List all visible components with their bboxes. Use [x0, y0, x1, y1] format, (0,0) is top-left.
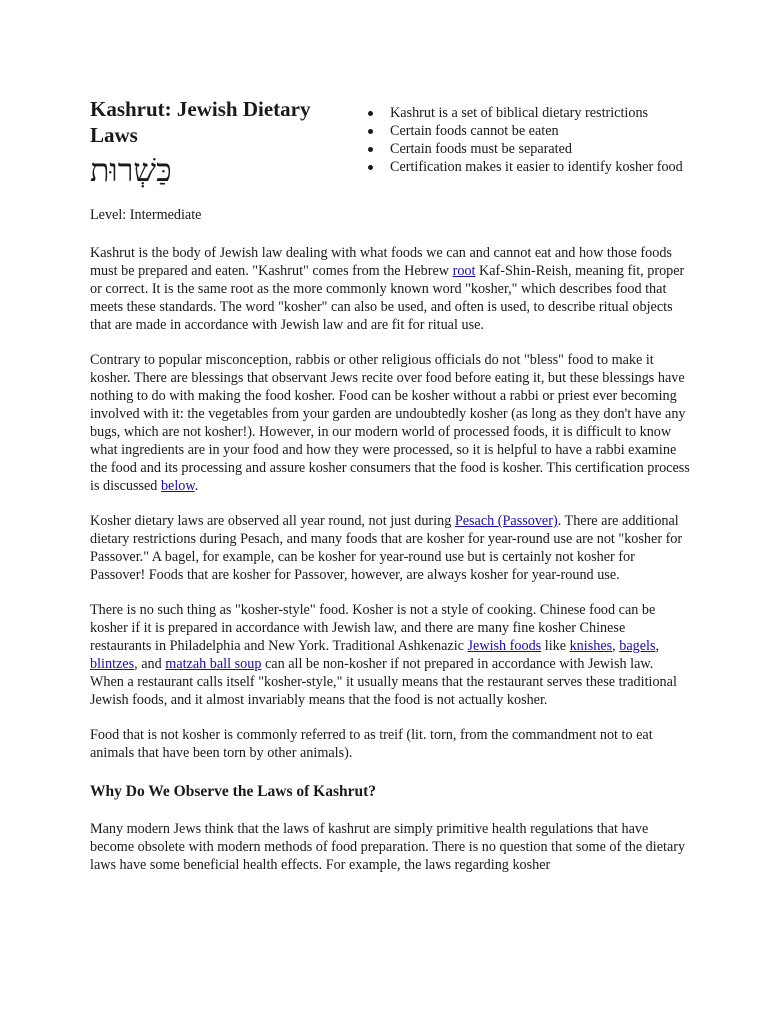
bullet-icon — [368, 129, 373, 134]
paragraph-treif: Food that is not kosher is commonly referred to as treif (lit. torn, from the commandment not to eat animals that have been torn by other animals). — [90, 727, 653, 761]
paragraph-year-round — [90, 512, 690, 584]
bullet-icon — [368, 165, 373, 170]
paragraph-text: Kosher dietary laws are observed all year round, not just during — [90, 513, 455, 529]
link-matzah-ball-soup[interactable]: matzah ball soup — [165, 656, 262, 672]
paragraph-text: Contrary to popular misconception, rabbis or other religious officials do not "bless" food to make it kosher. There are blessings that observant Jews recite over food before eating it, but these blessings have nothing to do with making the food kosher. Food can be kosher without a rabbi or priest ever becoming involved with it: the vegetables from your garden are undoubtedly kosher (as long as they don't have any bugs, which are not kosher!). However, in our modern world of processed foods, it is difficult to know what ingredients are in your food and how they were processed, so it is helpful to have a rabbi examine the food and its processing and assure kosher consumers that the food is kosher. This certification process is discussed — [90, 352, 690, 494]
paragraph-why: Many modern Jews think that the laws of kashrut are simply primitive health regulations that have become obsolete with modern methods of food preparation. There is no question that some of the dietary laws have some beneficial health effects. For example, the laws regarding kosher — [90, 821, 686, 873]
hebrew-title: כַּשְׁרוּת — [90, 152, 172, 188]
list-item — [390, 158, 690, 176]
list-item-text: Certification makes it easier to identify kosher food — [390, 159, 683, 175]
paragraph-text: Kaf-Shin-Reish, meaning fit, proper or correct. It is the same root as the more commonly known word "kosher," which describes food that meets these standards. The word "kosher" can also be used, and often is used, to describe ritual objects that are made in accordance with Jewish law and are fit for ritual use. — [90, 263, 685, 333]
list-item-text: Certain foods cannot be eaten — [390, 123, 559, 139]
list-item-text: Certain foods must be separated — [390, 141, 573, 157]
list-item — [390, 122, 690, 140]
level-label: Level: Intermediate — [90, 207, 202, 223]
bullet-icon — [368, 111, 373, 116]
paragraph-text: , — [655, 638, 660, 654]
paragraph-text: Kashrut is the body of Jewish law dealing with what foods we can and cannot eat and how those foods must be prepared and eaten. "Kashrut" comes from the Hebrew — [90, 245, 672, 279]
paragraph-text: , — [612, 638, 620, 654]
paragraph-text: can all be non-kosher if not prepared in accordance with Jewish law. When a restaurant calls itself "kosher-style," it usually means that the restaurant serves these traditional Jewish foods, and it almost invariably means that the food is not actually kosher. — [90, 656, 677, 708]
link-below[interactable]: below — [160, 478, 195, 494]
title-block — [90, 96, 350, 188]
paragraph-text: . — [194, 478, 199, 494]
page-title: Kashrut: Jewish Dietary Laws — [90, 97, 311, 147]
bullet-icon — [368, 147, 373, 152]
summary-list — [362, 104, 690, 176]
list-item — [390, 140, 690, 158]
link-blintzes[interactable]: blintzes — [90, 656, 135, 672]
paragraph-intro — [90, 244, 690, 334]
list-item — [390, 104, 690, 122]
paragraph-text: like — [541, 638, 570, 654]
link-knishes[interactable]: knishes — [569, 638, 613, 654]
section-heading-why: Why Do We Observe the Laws of Kashrut? — [90, 783, 377, 800]
link-jewish-foods[interactable]: Jewish foods — [467, 638, 542, 654]
link-root[interactable]: root — [452, 263, 476, 279]
link-bagels[interactable]: bagels — [619, 638, 656, 654]
paragraph-text: There is no such thing as "kosher-style" food. Kosher is not a style of cooking. Chinese food can be kosher if it is prepared in accordance with Jewish law, and there are many fine kosher Chinese restaurants in Philadelphia and New York. Traditional Ashkenazic — [90, 602, 656, 654]
paragraph-text: . There are additional dietary restrictions during Pesach, and many foods that are kosher for year-round use are not "kosher for Passover." A bagel, for example, can be kosher for year-round use but is certainly not kosher for Passover! Foods that are kosher for Passover, however, are always kosher for year-round use. — [90, 513, 683, 583]
paragraph-text: , and — [134, 656, 166, 672]
paragraph-kosher-style — [90, 601, 690, 709]
list-item-text: Kashrut is a set of biblical dietary restrictions — [390, 105, 649, 121]
document-page — [90, 96, 690, 891]
header-section — [90, 96, 690, 188]
paragraph-misconception — [90, 351, 690, 495]
link-pesach[interactable]: Pesach (Passover) — [454, 513, 558, 529]
